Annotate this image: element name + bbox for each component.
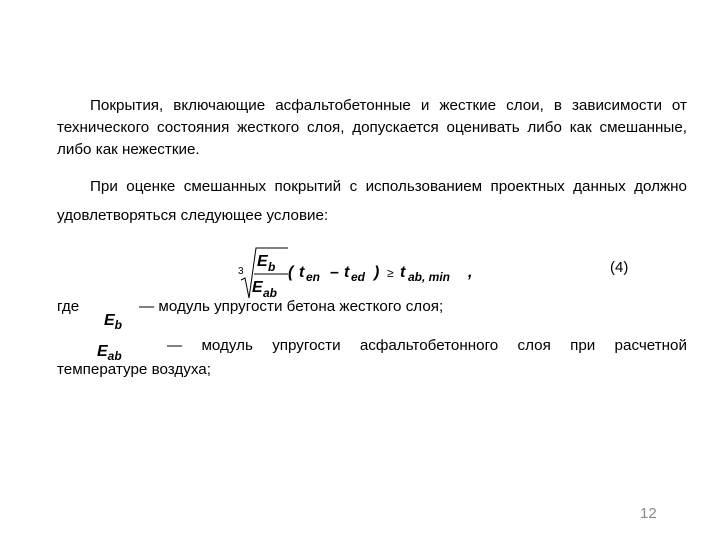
t-ed-subscript: ed xyxy=(351,270,366,284)
t-ab-min-symbol: t xyxy=(400,264,406,281)
formula-comma: , xyxy=(468,264,473,281)
page-number: 12 xyxy=(640,505,657,522)
def2-subscript: ab xyxy=(107,349,122,363)
def1-subscript: b xyxy=(114,318,123,332)
t-ab-min-subscript: ab, min xyxy=(408,270,451,284)
definition-eb: — модуль упругости бетона жесткого слоя; xyxy=(139,298,444,315)
def1-symbol: E xyxy=(104,312,115,329)
numerator-subscript: b xyxy=(268,260,276,274)
t-en-symbol: t xyxy=(299,264,305,281)
denominator-subscript: ab xyxy=(263,286,278,300)
denominator-symbol: E xyxy=(252,279,263,296)
close-paren: ) xyxy=(374,264,380,281)
relation-sign: ≥ xyxy=(387,266,394,280)
minus-sign: – xyxy=(330,264,339,281)
formula-4 xyxy=(236,246,486,300)
paragraph-coatings: Покрытия, включающие асфальтобетонные и жесткие слои, в зависимости от технического состояния жесткого слоя, допускается оценивать либо как смешанные, либо как нежесткие. xyxy=(57,97,687,158)
paragraph-condition: При оценке смешанных покрытий с использованием проектных данных должно удовлетворяться следующее условие: xyxy=(57,178,687,224)
where-word: где xyxy=(57,298,80,315)
t-ed-symbol: t xyxy=(344,264,350,281)
definition-eab: — модуль упругости асфальтобетонного слоя при расчетной температуре воздуха; xyxy=(57,337,687,378)
equation-number: (4) xyxy=(610,259,629,276)
root-index: 3 xyxy=(238,266,244,277)
numerator-symbol: E xyxy=(257,253,268,270)
def2-symbol: E xyxy=(97,343,108,360)
t-en-subscript: en xyxy=(306,270,321,284)
def1-symbol-group xyxy=(104,312,122,330)
open-paren: ( xyxy=(288,264,294,281)
